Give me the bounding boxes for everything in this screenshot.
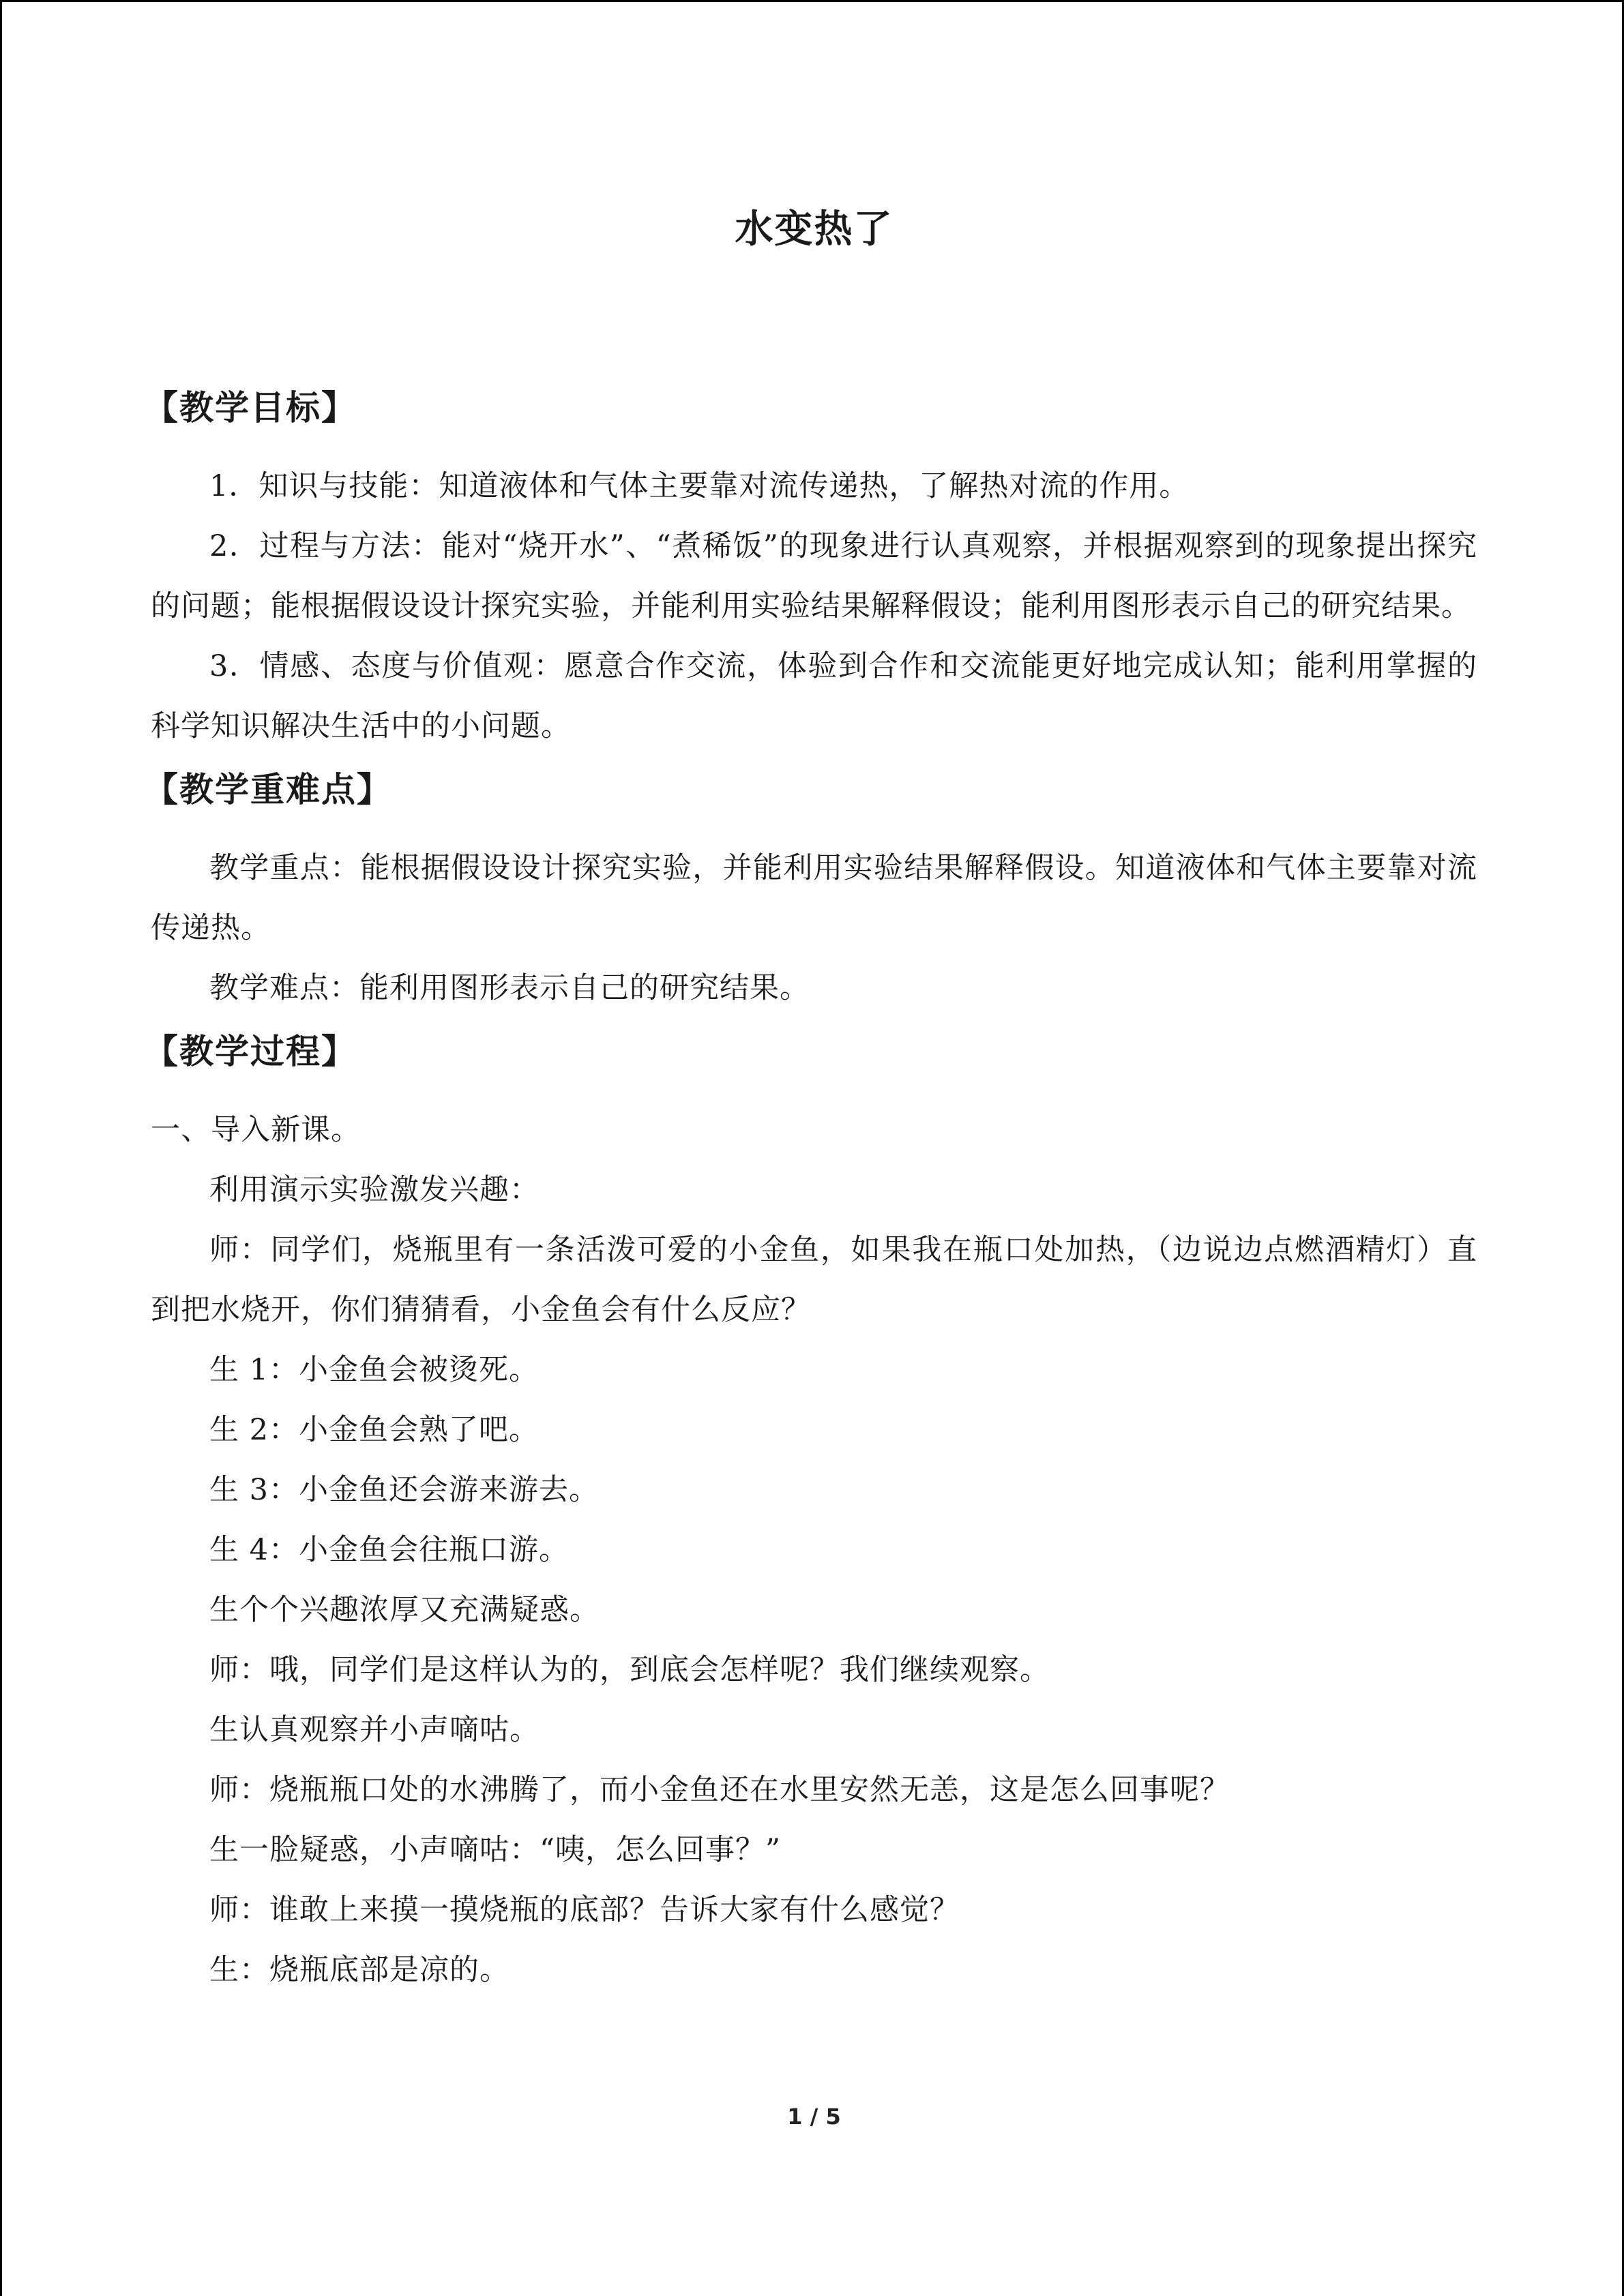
section-heading-key-points: 【教学重难点】 xyxy=(144,770,392,809)
objective-item: 3．情感、态度与价值观：愿意合作交流，体验到合作和交流能更好地完成认知；能利用掌握的科学知识解决生活中的小问题。 xyxy=(151,649,1477,743)
process-line: 师：烧瓶瓶口处的水沸腾了，而小金鱼还在水里安然无恙，这是怎么回事呢？ xyxy=(209,1773,1230,1807)
key-point-item: 教学重点：能根据假设设计探究实验，并能利用实验结果解释假设。知道液体和气体主要靠对流传递热。 xyxy=(151,851,1477,945)
process-line: 生 1：小金鱼会被烫死。 xyxy=(209,1353,540,1387)
process-line: 生个个兴趣浓厚又充满疑惑。 xyxy=(209,1593,600,1627)
section-heading-objectives: 【教学目标】 xyxy=(144,388,357,428)
process-line: 生 2：小金鱼会熟了吧。 xyxy=(209,1413,540,1447)
process-line: 生一脸疑惑，小声嘀咕：“咦，怎么回事？” xyxy=(209,1833,781,1867)
objective-item: 2．过程与方法：能对“烧开水”、“煮稀饭”的现象进行认真观察，并根据观察到的现象提出探究的问题；能根据假设设计探究实验，并能利用实验结果解释假设；能利用图形表示自己的研究结果。 xyxy=(151,529,1477,623)
process-line: 利用演示实验激发兴趣： xyxy=(209,1173,540,1207)
process-line: 师：同学们，烧瓶里有一条活泼可爱的小金鱼，如果我在瓶口处加热，（边说边点燃酒精灯）直到把水烧开，你们猜猜看，小金鱼会有什么反应？ xyxy=(151,1233,1477,1327)
objective-item: 1．知识与技能：知道液体和气体主要靠对流传递热，了解热对流的作用。 xyxy=(209,469,1190,503)
section-heading-process: 【教学过程】 xyxy=(144,1032,357,1071)
process-line: 生 4：小金鱼会往瓶口游。 xyxy=(209,1533,570,1567)
page-number: 1 / 5 xyxy=(787,2104,841,2130)
process-step-title: 一、导入新课。 xyxy=(151,1113,361,1147)
key-point-item: 教学难点：能利用图形表示自己的研究结果。 xyxy=(209,971,810,1005)
process-line: 师：哦，同学们是这样认为的，到底会怎样呢？我们继续观察。 xyxy=(209,1653,1050,1687)
document-body xyxy=(144,384,1477,2000)
process-line: 生：烧瓶底部是凉的。 xyxy=(209,1953,510,1987)
process-line: 师：谁敢上来摸一摸烧瓶的底部？告诉大家有什么感觉？ xyxy=(209,1893,960,1927)
document-title: 水变热了 xyxy=(735,207,894,252)
process-line: 生认真观察并小声嘀咕。 xyxy=(209,1713,540,1747)
process-line: 生 3：小金鱼还会游来游去。 xyxy=(209,1473,600,1507)
